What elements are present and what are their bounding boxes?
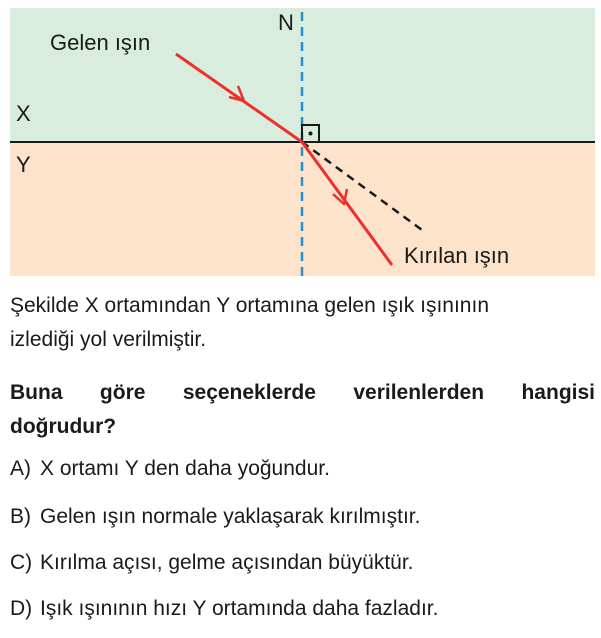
question-stem	[10, 289, 595, 357]
option-b[interactable]	[10, 502, 420, 532]
option-d-text: Işık ışınının hızı Y ortamında daha fazladır.	[40, 597, 439, 620]
stem-line-2: izlediği yol verilmiştir.	[10, 328, 207, 351]
option-b-letter: B)	[10, 505, 31, 528]
option-c[interactable]	[10, 548, 414, 578]
refraction-diagram	[0, 0, 601, 285]
refracted-ray-label: Kırılan ışın	[404, 243, 510, 268]
medium-x-label: X	[16, 101, 31, 126]
option-a-letter: A)	[10, 457, 31, 480]
option-d[interactable]	[10, 594, 438, 624]
prompt-line-1: Buna göre seçeneklerde verilenlerden hangisi	[10, 381, 595, 404]
option-c-letter: C)	[10, 551, 33, 574]
right-angle-dot	[309, 132, 313, 136]
option-a[interactable]	[10, 454, 330, 484]
option-d-letter: D)	[10, 597, 33, 620]
option-a-text: X ortamı Y den daha yoğundur.	[40, 457, 330, 480]
option-b-text: Gelen ışın normale yaklaşarak kırılmıştır.	[40, 505, 421, 528]
medium-y-label: Y	[16, 152, 31, 177]
normal-label: N	[278, 10, 294, 35]
stem-line-1: Şekilde X ortamından Y ortamına gelen ışık ışınının	[10, 294, 490, 317]
incident-ray-label: Gelen ışın	[50, 30, 151, 55]
question-prompt	[10, 376, 595, 444]
prompt-line-2: doğrudur?	[10, 415, 117, 438]
option-c-text: Kırılma açısı, gelme açısından büyüktür.	[40, 551, 414, 574]
